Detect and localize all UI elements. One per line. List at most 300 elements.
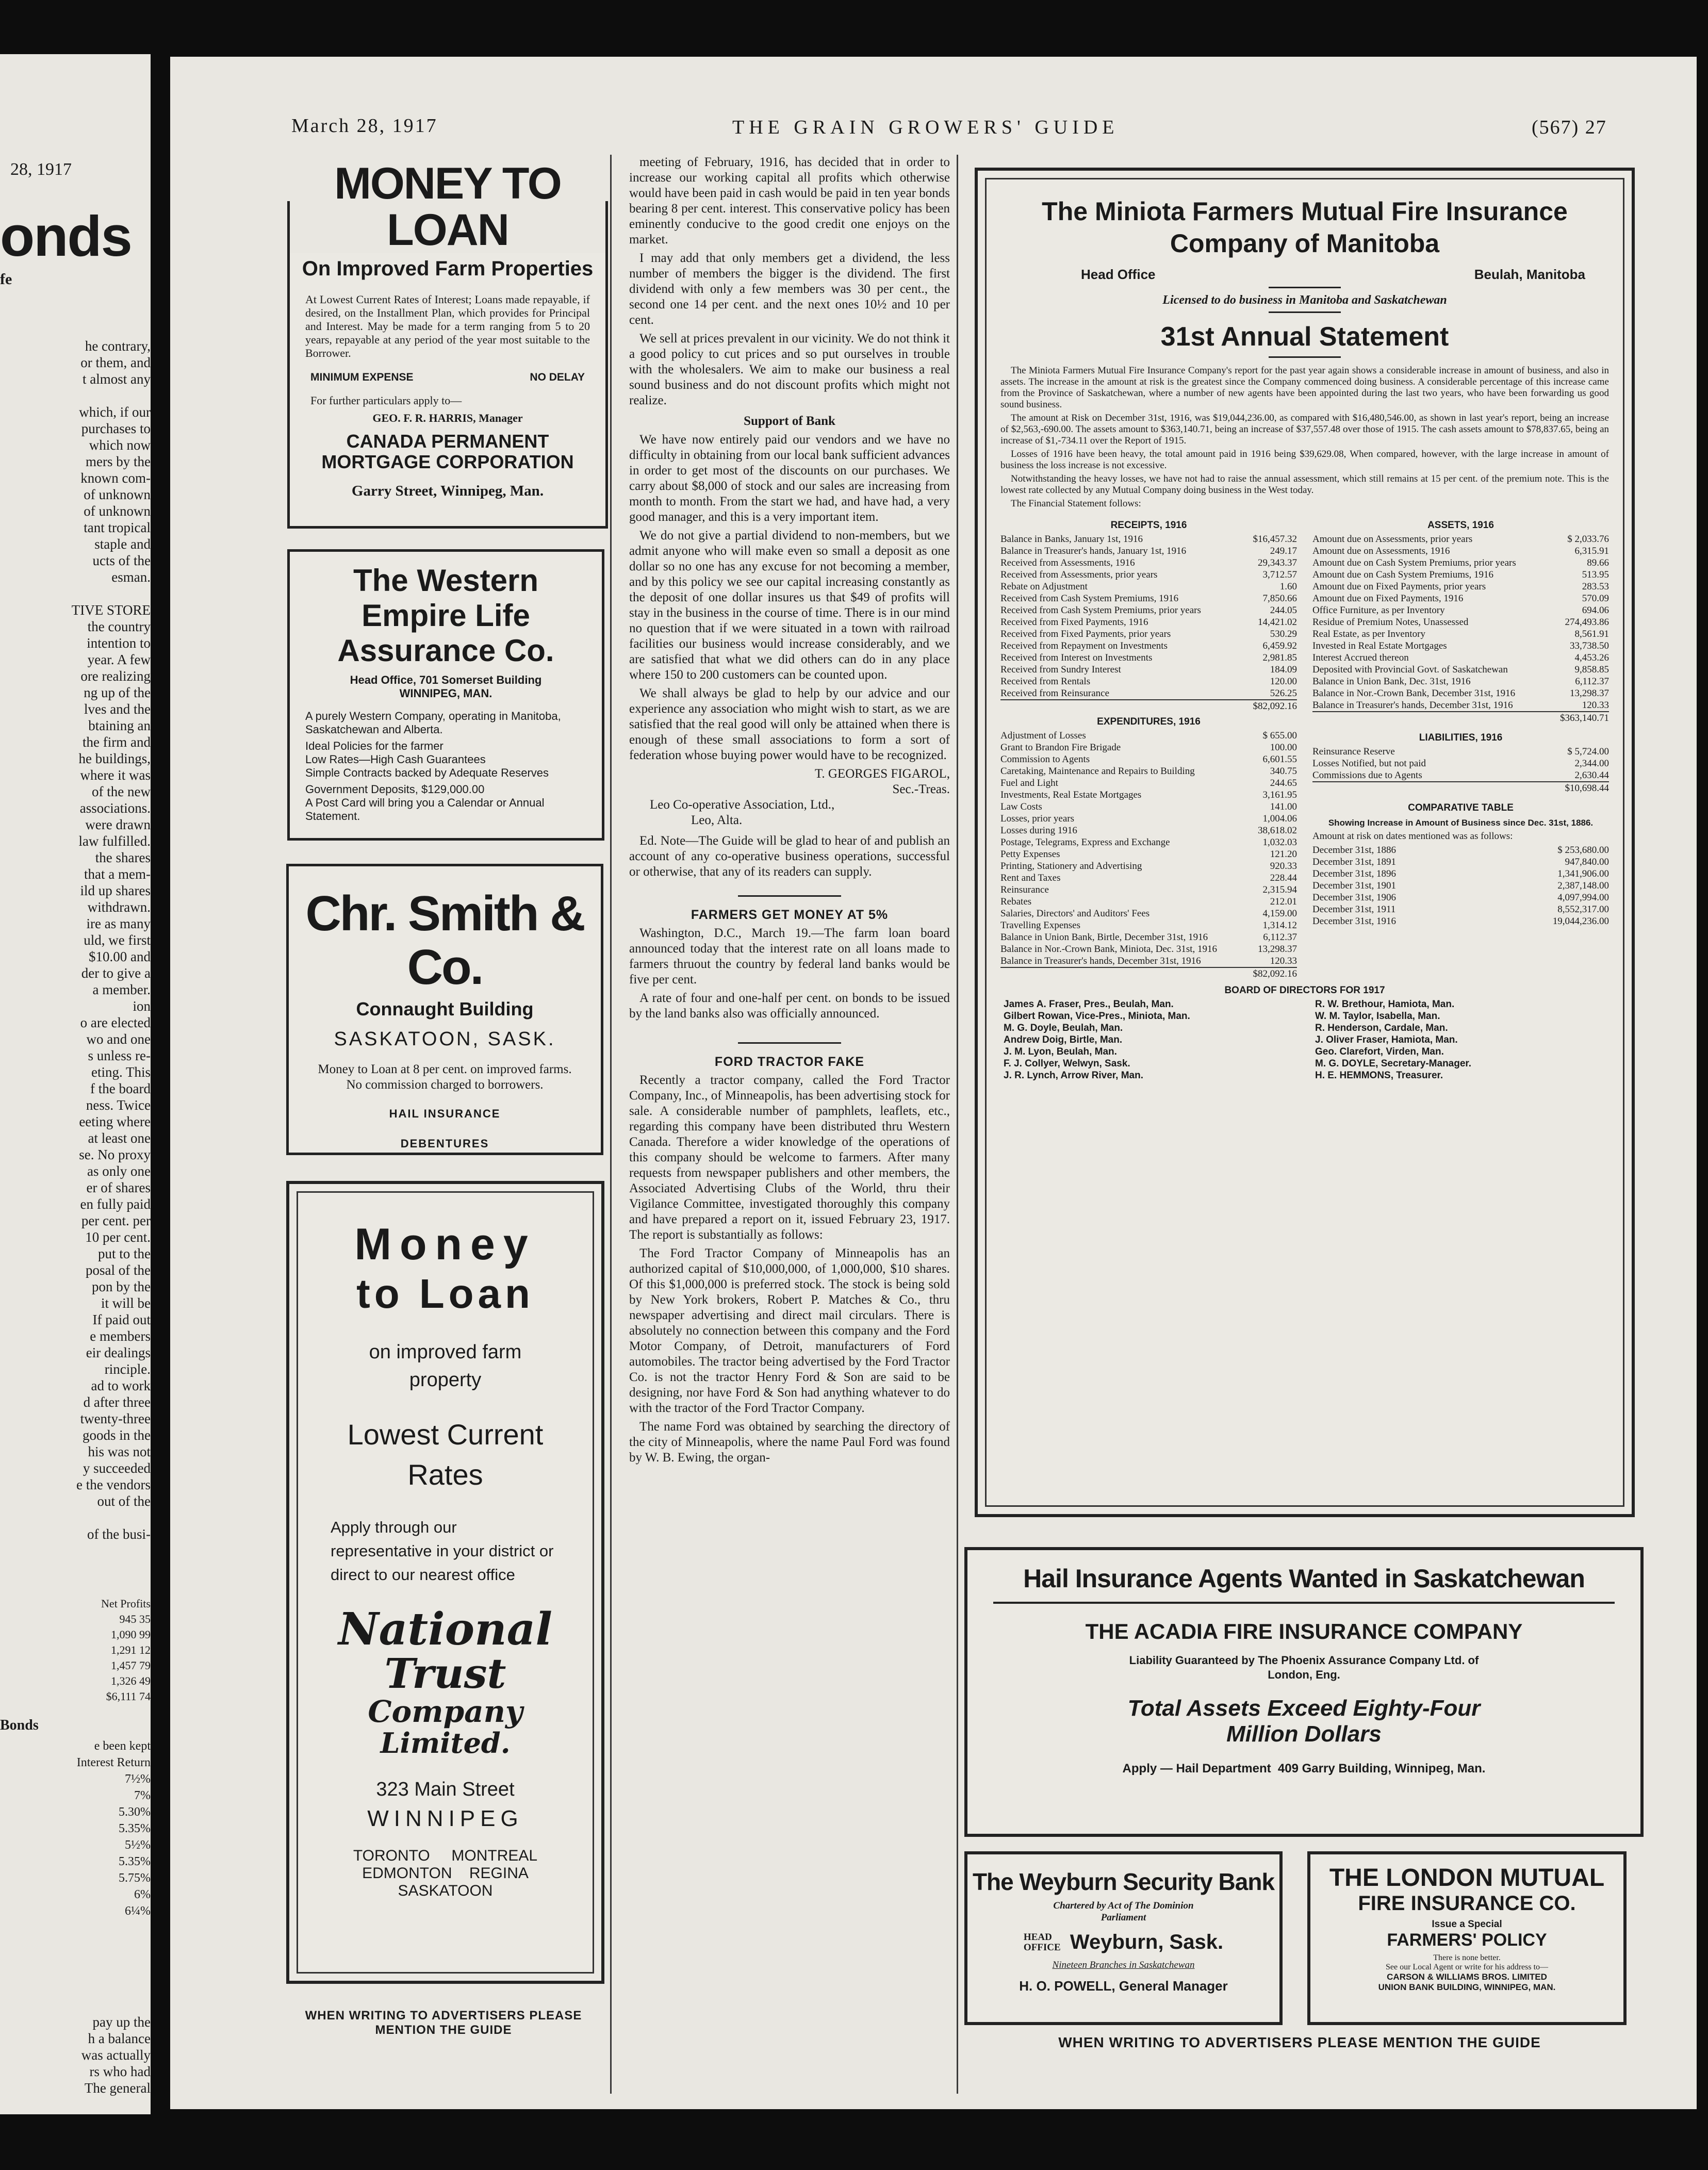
board-heading: BOARD OF DIRECTORS FOR 1917 (1224, 985, 1385, 996)
editor-note: Ed. Note—The Guide will be glad to hear of and publish an account of any co-operative business operations, successful or otherwise, that any of its readers can supply. (629, 834, 950, 879)
row-amount: 120.00 (1270, 676, 1297, 687)
weyburn-charter-1: Chartered by Act of The Dominion (1053, 1900, 1194, 1911)
director-entry: R. Henderson, Cardale, Man. (1315, 1023, 1448, 1033)
footer-right-notice: WHEN WRITING TO ADVERTISERS PLEASE MENTION THE GUIDE (1058, 2034, 1541, 2050)
weyburn-charter-2: Parliament (1101, 1912, 1146, 1923)
row-amount: $82,092.16 (1253, 701, 1297, 712)
row-label: Amount due on Assessments, 1916 (1312, 546, 1450, 556)
row-amount: 2,344.00 (1574, 758, 1609, 769)
left-page-line: a member. (92, 982, 151, 997)
min-expense-label: MINIMUM EXPENSE (310, 371, 414, 383)
row-amount: 33,738.50 (1570, 640, 1609, 651)
left-page-line: o are elected (80, 1015, 151, 1030)
left-page-line: er of shares (86, 1180, 151, 1195)
left-page-line: en fully paid (80, 1196, 151, 1212)
weyburn-head-office: HEAD OFFICE (1023, 1931, 1061, 1953)
article-paragraph: Washington, D.C., March 19.—The farm loan board announced today that the interest rate on all loans made to farmers thruout the country by federal land banks would be five per cent. (629, 926, 950, 987)
london-issue: Issue a Special (1432, 1919, 1502, 1930)
row-amount: 8,561.91 (1574, 629, 1609, 639)
statement-paragraph: The Miniota Farmers Mutual Fire Insurance Company's report for the past year again shows a considerable increase in amount of business, and also in assets. The increase in the amount at risk is the greatest since the Company commenced doing business. A considerable percentage of this increase came from the Province of Saskatchewan, where a number of new agents have been appointed during the last two years, who have been forwarding us good sound business. (1000, 365, 1609, 410)
left-page-line: s unless re- (88, 1048, 151, 1063)
row-label: Amount due on Assessments, prior years (1312, 534, 1473, 545)
director-entry: M. G. DOYLE, Secretary-Manager. (1315, 1058, 1472, 1069)
row-amount: $16,457.32 (1253, 534, 1297, 545)
left-page-line: h a balance (88, 2031, 151, 2046)
row-label: Received from Fixed Payments, 1916 (1000, 617, 1148, 628)
left-page-heading: onds (0, 205, 132, 268)
row-amount: 6,112.37 (1263, 932, 1297, 943)
left-page-table-line: 945 35 (119, 1613, 151, 1625)
expenditures-heading: EXPENDITURES, 1916 (1097, 716, 1201, 727)
article-paragraph: I may add that only members get a dividend, the less number of members the bigger is the dividend. The first dividend with only a few members was 30 per cent., the second one 14 per cent. and the next ones 10½ and 10 per cent. (629, 251, 950, 327)
director-entry: J. Oliver Fraser, Hamiota, Man. (1315, 1034, 1458, 1045)
liabilities-heading: LIABILITIES, 1916 (1419, 732, 1503, 743)
column-rule (610, 155, 612, 2094)
left-page-line: ore realizing (80, 668, 151, 684)
row-amount: 1,032.03 (1262, 837, 1297, 848)
licensed-text: Licensed to do business in Manitoba and Saskatchewan (1162, 293, 1447, 307)
row-amount: $ 2,033.76 (1567, 534, 1609, 545)
left-page-line: t almost any (83, 371, 151, 387)
left-page-line: btaining an (88, 718, 151, 733)
row-amount: 212.01 (1270, 896, 1297, 907)
signature: T. GEORGES FIGAROL, (814, 767, 950, 781)
article-paragraph: Recently a tractor company, called the Ford Tractor Company, Inc., of Minneapolis, has been advertising stock for sale. A considerable number of pamphlets, leaflets, etc., regarding this company have been distributed thru Western Canada. Therefore a wider knowledge of the operations of this company should be welcome to farmers. After many requests from newspaper publishers and other members, the Associated Advertising Clubs of the World, thru their Vigilance Committee, investigated thoroughly this company and have prepared a report on it, issued February 23, 1917. The report is substantially as follows: (629, 1073, 950, 1242)
row-label: Amount due on Cash System Premiums, 1916 (1312, 569, 1493, 580)
left-page-line: wo and one (86, 1031, 151, 1047)
left-page-line: The general (84, 2080, 151, 2096)
row-amount: 14,421.02 (1258, 617, 1297, 628)
row-amount: 19,044,236.00 (1552, 916, 1609, 927)
row-label: Amount due on Fixed Payments, 1916 (1312, 593, 1464, 604)
ad-canada-permanent (287, 159, 608, 529)
row-label: Invested in Real Estate Mortgages (1312, 640, 1447, 651)
ad-line-1: on improved farm property (369, 1341, 522, 1391)
left-page-line: 10 per cent. (85, 1229, 151, 1245)
article-paragraph: We have now entirely paid our vendors and we have no difficulty in obtaining from our local bank sufficient advances in order to get most of the discounts on our purchases. We carry about $8,000 of stock and our sales are increasing from month to month. From the start we had, and have had, a very good manager, and this is a very important item. (629, 433, 950, 524)
left-page-line: known com- (80, 470, 151, 486)
left-page-table-line: 1,457 79 (111, 1659, 151, 1672)
support-heading: Support of Bank (744, 414, 835, 428)
signature-org: Leo Co-operative Association, Ltd., (650, 798, 835, 812)
ford-paragraphs (629, 1073, 950, 1466)
row-label: Balance in Union Bank, Birtle, December 31st, 1916 (1000, 932, 1208, 943)
director-entry: Geo. Clarefort, Virden, Man. (1315, 1046, 1444, 1057)
row-label: Received from Rentals (1000, 676, 1091, 687)
left-page-fragment (0, 54, 151, 2114)
company-name: CANADA PERMANENT MORTGAGE CORPORATION (321, 431, 574, 472)
footer-left-notice: WHEN WRITING TO ADVERTISERS PLEASE MENTION THE GUIDE (305, 2009, 582, 2037)
row-label: Received from Assessments, 1916 (1000, 557, 1135, 568)
row-amount: 6,112.37 (1575, 676, 1609, 687)
national-trust-logo-2: Trust (384, 1649, 506, 1698)
left-page-line: f the board (90, 1081, 151, 1096)
row-amount: 3,712.57 (1262, 569, 1297, 580)
left-page-date: 28, 1917 (10, 160, 72, 179)
article-paragraph: We do not give a partial dividend to non-members, but we admit anyone who will make even so small a deposit as one dollar so no one has any excuse for not becoming a member, and by this policy we see our capital increasing constantly as the deposit of one dollar insures us that $49 of profits will stay in the business in the course of time. There is in our mind no question that if we were situated in a town with railroad facilities our business would increase considerably, and we are satisfied that what we did others can do in any place where 150 to 200 customers can be counted upon. (629, 529, 950, 682)
header-title: THE GRAIN GROWERS' GUIDE (732, 117, 1119, 138)
article-paragraph: meeting of February, 1916, has decided that in order to increase our working capital all profits which otherwise would have been paid in cash would be paid in ten year bonds bearing 8 per cent. interest. This conservative policy has been eminently conducive to the good credit one enjoys on the market. (629, 155, 950, 246)
left-page-bonds-line: Interest Return (76, 1756, 151, 1769)
london-title-2: FIRE INSURANCE CO. (1358, 1892, 1576, 1915)
left-page-line: he buildings, (78, 751, 151, 766)
row-amount: 6,315.91 (1574, 546, 1609, 556)
left-page-line: pay up the (92, 2014, 151, 2030)
director-entry: Andrew Doig, Birtle, Man. (1004, 1034, 1123, 1045)
row-label: Deposited with Provincial Govt. of Saskatchewan (1312, 664, 1508, 675)
left-page-bonds-line: e been kept (94, 1739, 151, 1753)
ad-branches-1: TORONTO MONTREAL (353, 1847, 538, 1864)
row-amount: 526.25 (1270, 688, 1297, 699)
column-rule (957, 155, 958, 2094)
signature-place: Leo, Alta. (691, 813, 743, 827)
comparative-subheading: Showing Increase in Amount of Business since Dec. 31st, 1886. (1328, 818, 1594, 828)
left-page-bonds-line: 5.30% (119, 1805, 151, 1819)
manager-name: GEO. F. R. HARRIS, Manager (372, 412, 523, 424)
row-amount: 121.20 (1270, 849, 1297, 860)
row-amount: 2,315.94 (1262, 884, 1297, 895)
left-page-line: ire as many (86, 916, 151, 931)
ad-line-2: Lowest Current Rates (347, 1418, 544, 1491)
left-page-line: d after three (83, 1394, 151, 1410)
ad-title-2: to Loan (356, 1271, 534, 1317)
left-page-table-line: 1,090 99 (111, 1628, 151, 1641)
row-label: Interest Accrued thereon (1312, 652, 1409, 663)
row-amount: 249.17 (1270, 546, 1297, 556)
article-paragraph: The name Ford was obtained by searching the directory of the city of Minneapolis, where the name Paul Ford was found by W. B. Ewing, the organ- (629, 1420, 950, 1465)
left-page-line: his was not (88, 1444, 151, 1459)
row-amount: 694.06 (1582, 605, 1609, 616)
row-amount: 29,343.37 (1258, 557, 1297, 568)
row-label: Printing, Stationery and Advertising (1000, 861, 1142, 872)
ad-chr-smith (286, 864, 603, 1155)
ad-office: Head Office, 701 Somerset Building (350, 673, 542, 686)
ad-debentures: DEBENTURES (400, 1137, 489, 1150)
comparative-intro: Amount at risk on dates mentioned was as follows: (1312, 831, 1513, 842)
director-entry: Gilbert Rowan, Vice-Pres., Miniota, Man. (1004, 1011, 1190, 1022)
row-label: Commission to Agents (1000, 754, 1090, 765)
left-page-line: which now (89, 437, 151, 453)
ford-heading: FORD TRACTOR FAKE (714, 1055, 865, 1069)
row-label: Received from Sundry Interest (1000, 664, 1121, 675)
row-amount: 2,630.44 (1574, 770, 1609, 781)
row-amount: $82,092.16 (1253, 968, 1297, 979)
left-page-line: eting. This (91, 1064, 151, 1080)
director-entry: James A. Fraser, Pres., Beulah, Man. (1004, 999, 1174, 1010)
ad-body-4: Simple Contracts backed by Adequate Reserves (305, 766, 549, 779)
left-page-line: ng up of the (84, 685, 151, 700)
row-label: Investments, Real Estate Mortgages (1000, 790, 1142, 800)
ad-body: At Lowest Current Rates of Interest; Loans made repayable, if desired, on the Installment Plan, which provides for Principal and Interest. May be made for a term ranging from 5 to 20 years, repayable at any period of the year most suitable to the Borrower. (305, 293, 590, 359)
row-label: Balance in Treasurer's hands, December 31st, 1916 (1312, 700, 1513, 711)
left-page-line: der to give a (81, 965, 151, 981)
row-amount: 947,840.00 (1565, 857, 1609, 867)
left-page-line: associations. (79, 800, 151, 816)
row-amount: 1,341,906.00 (1557, 868, 1609, 879)
ad-miniota-statement (975, 168, 1635, 1517)
ad-subtitle: On Improved Farm Properties (302, 257, 594, 280)
row-label: December 31st, 1901 (1312, 880, 1396, 891)
article-paragraph: We sell at prices prevalent in our vicinity. We do not think it a good policy to cut prices and so put ourselves in trouble with the wholesalers. We aim to make our business a real sound business and do not discount profits which might not realize. (629, 332, 950, 407)
left-page-line: at least one (88, 1130, 151, 1146)
row-label: December 31st, 1906 (1312, 892, 1396, 903)
left-page-bonds-line: 5.75% (119, 1871, 151, 1885)
ad-body-6: A Post Card will bring you a Calendar or Annual Statement. (305, 796, 545, 823)
row-amount: 6,459.92 (1262, 640, 1297, 651)
header-date: March 28, 1917 (291, 115, 438, 137)
director-entry: R. W. Brethour, Hamiota, Man. (1315, 999, 1455, 1010)
row-amount: 340.75 (1270, 766, 1297, 777)
row-label: Rebates (1000, 896, 1032, 907)
left-page-bonds-line: 6¼% (125, 1904, 151, 1918)
row-amount: 244.65 (1270, 778, 1297, 788)
acadia-apply: Apply — Hail Department 409 Garry Building, Winnipeg, Man. (1122, 1762, 1486, 1776)
row-label: Balance in Treasurer's hands, January 1st, 1916 (1000, 546, 1187, 556)
ad-city: WINNIPEG (367, 1806, 523, 1831)
no-delay-label: NO DELAY (530, 371, 585, 383)
left-page-line: intention to (87, 635, 151, 651)
left-page-line: rs who had (89, 2064, 151, 2079)
left-page-line: the shares (95, 850, 151, 865)
left-page-line (0, 1509, 151, 1526)
left-page-line: the country (87, 619, 151, 634)
row-amount: $ 655.00 (1262, 730, 1297, 741)
ad-title: Chr. Smith & Co. (305, 886, 584, 995)
row-amount: 13,298.37 (1258, 944, 1297, 955)
ad-address: 323 Main Street (376, 1779, 515, 1800)
left-page-line: If paid out (92, 1312, 151, 1327)
row-amount: 4,159.00 (1262, 908, 1297, 919)
row-label: Postage, Telegrams, Express and Exchange (1000, 837, 1170, 848)
row-label: Balance in Banks, January 1st, 1916 (1000, 534, 1143, 545)
statement-paragraph: Notwithstanding the heavy losses, we have not had to raise the annual assessment, which still remains at 15 per cent. of the premium note. This is the lowest rate collected by any Mutual Company doing business in the West today. (1000, 473, 1609, 496)
left-page-line: out of the (97, 1493, 151, 1509)
left-page-table-line: $6,111 74 (106, 1690, 151, 1703)
farmers-paragraphs (629, 926, 950, 1022)
row-amount: 920.33 (1270, 861, 1297, 872)
left-page-line: of unknown (84, 503, 151, 519)
director-entry: W. M. Taylor, Isabella, Man. (1315, 1011, 1440, 1022)
left-page-table-line: Net Profits (101, 1597, 151, 1610)
row-label: Commissions due to Agents (1312, 770, 1422, 781)
left-page-line: ness. Twice (86, 1097, 151, 1113)
row-amount: 120.33 (1270, 956, 1297, 966)
ad-weyburn (964, 1851, 1283, 2025)
left-page-line: e the vendors (76, 1477, 151, 1492)
ad-body: Money to Loan at 8 per cent. on improved farms. No commission charged to borrowers. (318, 1062, 572, 1092)
left-page-line: where it was (80, 767, 151, 783)
row-amount: $10,698.44 (1565, 783, 1609, 794)
row-label: Fuel and Light (1000, 778, 1058, 788)
row-label: Balance in Treasurer's hands, December 31st, 1916 (1000, 956, 1201, 966)
row-amount: 38,618.02 (1258, 825, 1297, 836)
head-office-location: Beulah, Manitoba (1474, 267, 1585, 282)
left-page-line: mers by the (86, 454, 151, 469)
header-page-number: (567) 27 (1532, 117, 1607, 138)
left-page-line: rinciple. (104, 1361, 151, 1377)
row-label: Rent and Taxes (1000, 873, 1061, 883)
support-paragraphs (629, 432, 950, 763)
weyburn-title: The Weyburn Security Bank (972, 1868, 1275, 1895)
ad-line-3: Apply through our representative in your district or direct to our nearest office (331, 1518, 554, 1584)
row-amount: $363,140.71 (1560, 713, 1609, 724)
left-page-line: esman. (111, 569, 151, 585)
acadia-assets-2: Million Dollars (1226, 1721, 1382, 1747)
left-page-line: se. No proxy (79, 1147, 151, 1162)
left-page-line: were drawn (85, 817, 151, 832)
statement-title: 31st Annual Statement (1160, 322, 1449, 352)
left-page-line: staple and (94, 536, 151, 552)
left-page-line: he contrary, (85, 338, 151, 354)
left-page-line: put to the (98, 1246, 151, 1261)
national-trust-logo-4: Limited. (380, 1727, 511, 1760)
left-page-bonds-line: 7% (134, 1789, 151, 1802)
row-amount: 4,453.26 (1574, 652, 1609, 663)
row-amount: 244.05 (1270, 605, 1297, 616)
row-label: Amount due on Cash System Premiums, prior years (1312, 557, 1516, 568)
row-amount: $ 253,680.00 (1557, 845, 1609, 856)
head-office-label: Head Office (1081, 267, 1156, 282)
row-amount: 1,314.12 (1262, 920, 1297, 931)
row-label: Real Estate, as per Inventory (1312, 629, 1425, 639)
row-label: Travelling Expenses (1000, 920, 1080, 931)
farmers-heading: FARMERS GET MONEY AT 5% (691, 908, 889, 922)
left-page-line: uld, we first (84, 932, 151, 948)
left-page-subheading: fe (0, 271, 12, 288)
left-page-line: posal of the (86, 1262, 151, 1278)
ad-national-trust (286, 1181, 604, 1984)
row-label: Reinsurance Reserve (1312, 746, 1395, 757)
left-page-line: per cent. per (81, 1213, 151, 1228)
left-page-line (0, 387, 151, 404)
acadia-liability: Liability Guaranteed by The Phoenix Assurance Company Ltd. of London, Eng. (1129, 1654, 1479, 1681)
left-page-text (0, 338, 160, 1586)
miniota-title: The Miniota Farmers Mutual Fire Insurance Company of Manitoba (1042, 197, 1568, 258)
left-page-bonds-line: 5½% (125, 1838, 151, 1852)
row-label: Losses during 1916 (1000, 825, 1077, 836)
left-page-line: was actually (81, 2047, 151, 2063)
left-page-tail-text (0, 2014, 160, 2107)
row-label: December 31st, 1911 (1312, 904, 1396, 915)
row-amount: 1,004.06 (1262, 813, 1297, 824)
row-amount: 2,981.85 (1262, 652, 1297, 663)
left-page-table-line: 1,291 12 (111, 1643, 151, 1656)
left-page-line: goods in the (83, 1427, 151, 1443)
london-note-1: There is none better. (1433, 1953, 1501, 1962)
left-page-line: which, if our (79, 404, 151, 420)
acadia-title: Hail Insurance Agents Wanted in Saskatchewan (1023, 1564, 1585, 1593)
row-amount: 570.09 (1582, 593, 1609, 604)
left-page-line: it will be (101, 1295, 151, 1311)
row-amount: 3,161.95 (1262, 790, 1297, 800)
london-building: UNION BANK BUILDING, WINNIPEG, MAN. (1378, 1982, 1556, 1992)
article-intro-paragraphs (629, 155, 950, 408)
left-page-line: as only one (87, 1163, 151, 1179)
article-paragraph: The Ford Tractor Company of Minneapolis has an authorized capital of $10,000,000, of 1,000,000, $10 shares. Of this $1,000,000 is preferred stock. The stock is being sold by New York brokers, Robert P. Matches & Co., thru newspaper advertising and direct mail circulars. There is absolutely no connection between this company and the Ford Motor Company, of Detroit, manufacturers of Ford automobiles. The tractor being advertised by the Ford Tractor Co. is not the tractor Henry Ford & Son are said to be designing, nor have Ford & Son had anything whatever to do with the tractor of the Ford Tractor Company. (629, 1246, 950, 1415)
row-label: December 31st, 1896 (1312, 868, 1396, 879)
left-page-line: TIVE STORE (71, 602, 151, 618)
left-page-line: ild up shares (80, 883, 151, 898)
assets-heading: ASSETS, 1916 (1427, 520, 1494, 531)
left-page-line: eir dealings (86, 1345, 151, 1360)
row-amount: 141.00 (1270, 801, 1297, 812)
left-page-line: that a mem- (84, 866, 151, 882)
row-amount: 120.33 (1582, 700, 1609, 711)
london-policy: FARMERS' POLICY (1387, 1930, 1547, 1950)
row-label: Received from Assessments, prior years (1000, 569, 1158, 580)
row-amount: $ 5,724.00 (1567, 746, 1609, 757)
left-page-line: ad to work (91, 1378, 151, 1393)
ad-branches-3: SASKATOON (398, 1882, 493, 1899)
ad-london-mutual (1307, 1851, 1627, 2025)
left-page-line: lves and the (84, 701, 151, 717)
left-page-line: ion (133, 998, 151, 1014)
director-entry: M. G. Doyle, Beulah, Man. (1004, 1023, 1123, 1033)
row-label: Office Furniture, as per Inventory (1312, 605, 1445, 616)
left-page-line: pon by the (92, 1279, 151, 1294)
left-page-bonds-line: 7½% (125, 1772, 151, 1786)
acadia-assets-1: Total Assets Exceed Eighty-Four (1127, 1696, 1481, 1721)
ad-body-1: A purely Western Company, operating in Manitoba, Saskatchewan and Alberta. (305, 710, 561, 736)
row-label: Balance in Union Bank, Dec. 31st, 1916 (1312, 676, 1471, 687)
row-amount: 89.66 (1587, 557, 1609, 568)
row-label: Balance in Nor.-Crown Bank, Miniota, Dec. 31st, 1916 (1000, 944, 1218, 955)
row-label: December 31st, 1916 (1312, 916, 1396, 927)
row-amount: 283.53 (1582, 581, 1609, 592)
statement-paragraph: The amount at Risk on December 31st, 1916, was $19,044,236.00, as compared with $16,480,546.00, as shown in last year's report, being an increase of $2,563,-690.00. The assets amount to $363,140.71, being an increase of $37,557.48 over those of 1915. The cash assets amount to $78,837.65, being an increase of $1,-734.11 over the Report of 1915. (1000, 413, 1609, 446)
ad-western-empire (287, 549, 604, 841)
row-label: Received from Interest on Investments (1000, 652, 1153, 663)
row-label: Reinsurance (1000, 884, 1049, 895)
left-page-line: tant tropical (84, 520, 151, 535)
national-trust-logo-1: National (338, 1603, 552, 1655)
row-label: Rebate on Adjustment (1000, 581, 1088, 592)
london-title-1: THE LONDON MUTUAL (1329, 1864, 1605, 1892)
row-label: December 31st, 1891 (1312, 857, 1396, 867)
row-label: December 31st, 1886 (1312, 845, 1396, 856)
row-label: Received from Repayment on Investments (1000, 640, 1168, 651)
row-amount: 9,858.85 (1574, 664, 1609, 675)
row-amount: 8,552,317.00 (1557, 904, 1609, 915)
left-page-bonds-line: 6% (134, 1888, 151, 1901)
ad-body-3: Low Rates—High Cash Guarantees (305, 753, 486, 766)
left-page-bonds-heading: Bonds (0, 1717, 39, 1733)
left-page-line: or them, and (80, 355, 151, 370)
left-page-line (0, 585, 151, 602)
ad-title: The Western Empire Life Assurance Co. (337, 563, 554, 668)
left-page-line: $10.00 and (89, 949, 151, 964)
national-trust-logo-3: Company (368, 1694, 523, 1729)
row-amount: 4,097,994.00 (1557, 892, 1609, 903)
left-page-line: withdrawn. (87, 899, 151, 915)
row-label: Received from Fixed Payments, prior years (1000, 629, 1171, 639)
row-amount: 274,493.86 (1565, 617, 1609, 628)
row-amount: 530.29 (1270, 629, 1297, 639)
further-text: For further particulars apply to— (310, 394, 462, 407)
ad-body-5: Government Deposits, $129,000.00 (305, 783, 485, 796)
left-page-line: of the busi- (87, 1526, 151, 1542)
row-label: Law Costs (1000, 801, 1042, 812)
director-entry: J. M. Lyon, Beulah, Man. (1004, 1046, 1117, 1057)
ad-title-1: Money (354, 1220, 536, 1269)
ad-acadia (964, 1547, 1644, 1837)
director-entry: H. E. HEMMONS, Treasurer. (1315, 1070, 1443, 1081)
left-page-profit-table (0, 1596, 160, 1720)
row-amount: 1.60 (1279, 581, 1297, 592)
left-page-line: the firm and (83, 734, 151, 750)
ad-city: WINNIPEG, MAN. (399, 687, 492, 700)
ad-city: SASKATOON, SASK. (334, 1028, 556, 1050)
